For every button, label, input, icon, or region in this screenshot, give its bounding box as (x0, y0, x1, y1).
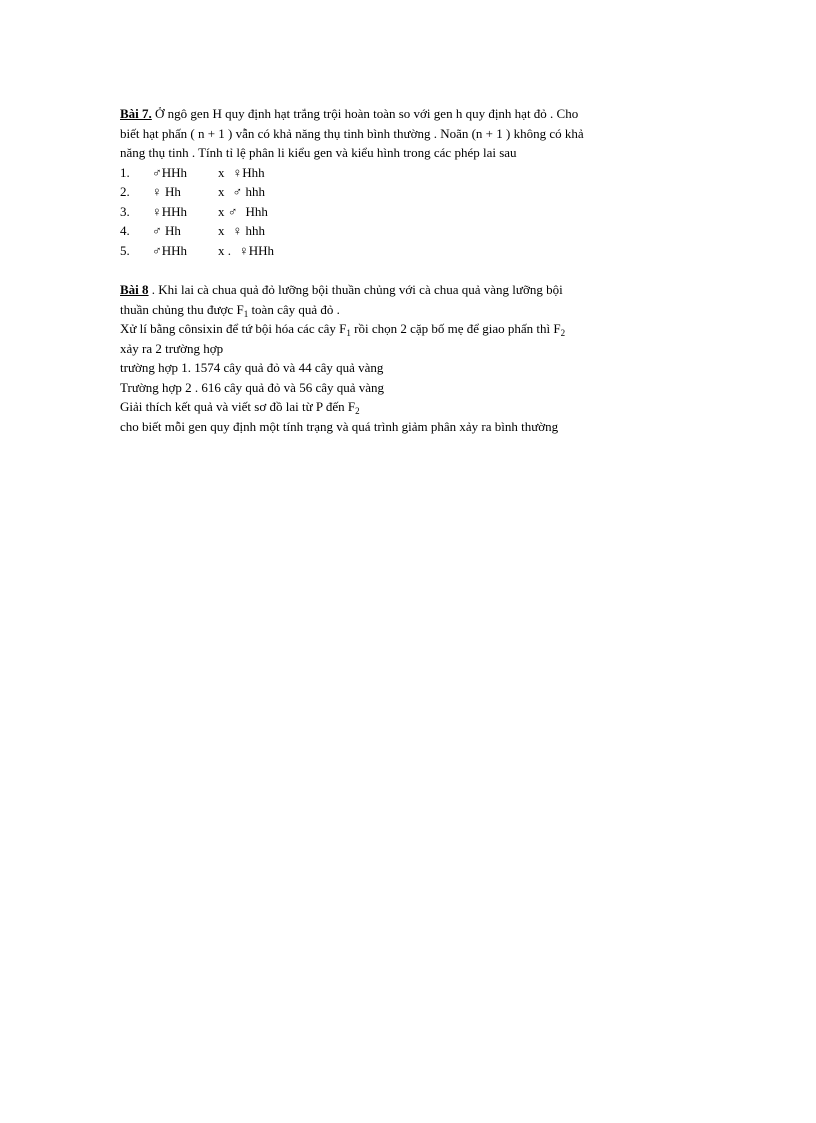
cross-symbol: x (218, 223, 225, 238)
cross-number: 1. (120, 164, 130, 180)
subscript: 1 (243, 308, 249, 319)
cross-parent-1: ♂HHh (152, 242, 188, 258)
cross-symbol: x . (218, 242, 231, 258)
bai8-line-2 (120, 300, 700, 320)
bai8-text-2a: thuần chủng thu được F (120, 301, 244, 317)
bai8-line-1 (120, 280, 700, 300)
cross-4 (120, 221, 700, 241)
bai7-title: Bài 7. (120, 106, 152, 121)
bai7-line-2: biết hạt phấn ( n + 1 ) vẫn có khả năng thụ tinh bình thường . Noãn (n + 1 ) không có khả (120, 125, 584, 141)
bai7-text-1: Ở ngô gen H quy định hạt trắng trội hoàn toàn so với gen h quy định hạt đỏ . Cho (151, 106, 579, 121)
cross-2 (120, 182, 700, 202)
cross-parent-2: Hhh (245, 203, 268, 219)
cross-number: 2. (120, 184, 130, 199)
cross-parent-1: ♀HHh (152, 203, 188, 219)
bai8-line-3 (120, 319, 700, 339)
cross-parent-2: ♀ hhh (232, 223, 265, 238)
cross-parent-1: ♀ Hh (152, 184, 181, 199)
bai8-title: Bài 8 (120, 282, 149, 297)
bai8-line-4: xảy ra 2 trường hợp (120, 340, 224, 356)
bai8-line-5: trường hợp 1. 1574 cây quả đỏ và 44 cây quả vàng (120, 360, 384, 375)
section-gap (120, 260, 700, 280)
cross-5 (120, 241, 700, 261)
cross-parent-2: ♀Hhh (232, 164, 265, 180)
cross-symbol: x (218, 184, 225, 199)
bai7-line-1 (120, 104, 700, 124)
subscript: 1 (346, 328, 351, 338)
cross-number: 4. (120, 223, 130, 238)
subscript: 2 (560, 328, 566, 338)
bai8-line-6: Trường hợp 2 . 616 cây quả đỏ và 56 cây quả vàng (120, 379, 385, 395)
document-content (120, 104, 700, 436)
cross-3 (120, 202, 700, 222)
bai7-line-3: năng thụ tinh . Tính tỉ lệ phân li kiểu gen và kiểu hình trong các phép lai sau (120, 145, 517, 160)
bai8-line-8: cho biết mỗi gen quy định một tính trạng và quá trình giảm phân xảy ra bình thường (120, 418, 559, 434)
bai8-text-3a: Xử lí bằng cônsixin để tứ bội hóa các cây F (120, 321, 347, 336)
bai8-text-1: . Khi lai cà chua quả đỏ lưỡng bội thuần chủng với cà chua quả vàng lưỡng bội (148, 282, 563, 297)
subscript: 2 (355, 406, 360, 416)
cross-symbol: x ♂ (218, 203, 238, 219)
bai8-text-7a: Giải thích kết quả và viết sơ đồ lai từ P đến F (120, 399, 356, 414)
bai8-text-2b: toàn cây quả đỏ . (248, 301, 340, 317)
cross-parent-2: ♂ hhh (232, 184, 265, 199)
cross-number: 5. (120, 242, 130, 258)
cross-number: 3. (120, 203, 130, 219)
bai8-text-3b: rồi chọn 2 cặp bố mẹ để giao phấn thì F (350, 321, 561, 336)
cross-parent-1: ♂ Hh (152, 223, 181, 238)
cross-parent-1: ♂HHh (152, 164, 188, 180)
cross-1 (120, 163, 700, 183)
cross-symbol: x (218, 164, 225, 180)
bai8-line-7 (120, 397, 700, 417)
cross-parent-2: ♀HHh (239, 242, 275, 258)
